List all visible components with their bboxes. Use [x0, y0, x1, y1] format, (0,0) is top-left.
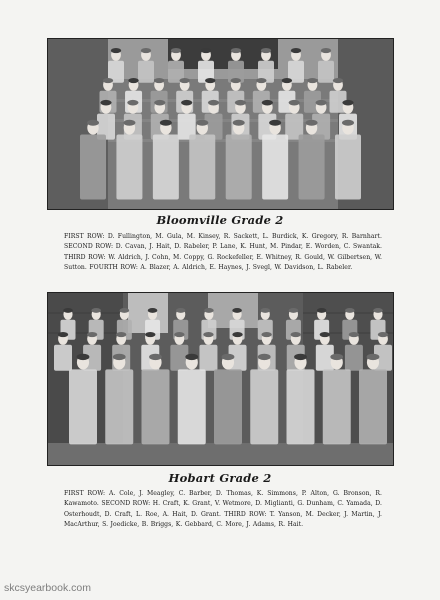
section-title-hobart: Hobart Grade 2: [168, 471, 272, 485]
class-photo-hobart: [47, 292, 394, 466]
class-photo-bloomville-image: [48, 39, 393, 209]
section-title-bloomville: Bloomville Grade 2: [156, 213, 284, 227]
class-photo-bloomville: [47, 38, 394, 210]
class-photo-hobart-image: [48, 293, 393, 465]
watermark: skcsyearbook.com: [4, 582, 91, 594]
section-names-hobart: FIRST ROW: A. Cole, J. Meagley, C. Barber, D. Thomas, K. Simmons, P. Alton, G. Bronson, R. Kawamoto. SECOND ROW: H. Craft, K. Grant, V. Wetmore, D. Miglianti, G. Dunham, C. Yamada, D. Osterhoudt, D. Craft, L. Roe, A. Hait, D. Grant. THIRD ROW: T. Yanson, M. Decker, J. Martin, J. MacArthur, S. Joedicke, B. Briggs, K. Gebbard, C. More, J. Adams, R. Hait.: [64, 490, 382, 528]
section-names-bloomville: FIRST ROW: D. Fullington, M. Gula, M. Kinsey, R. Sackett, L. Burdick, K. Gregory, R. Barnhart. SECOND ROW: D. Cavan, J. Hait, D. Rabeler, P. Lane, K. Hunt, M. Pindar, E. Worden, C. Swantak. THIRD ROW: W. Aldrich, J. Cohn, M. Coppy, G. Rockefeller, E. Whitney, R. Gould, W. Gilbertsen, W. Sutton. FOURTH ROW: A. Blazer, A. Aldrich, E. Haynes, J. Svegl, W. Davidson, L. Rabeler.: [64, 233, 382, 271]
